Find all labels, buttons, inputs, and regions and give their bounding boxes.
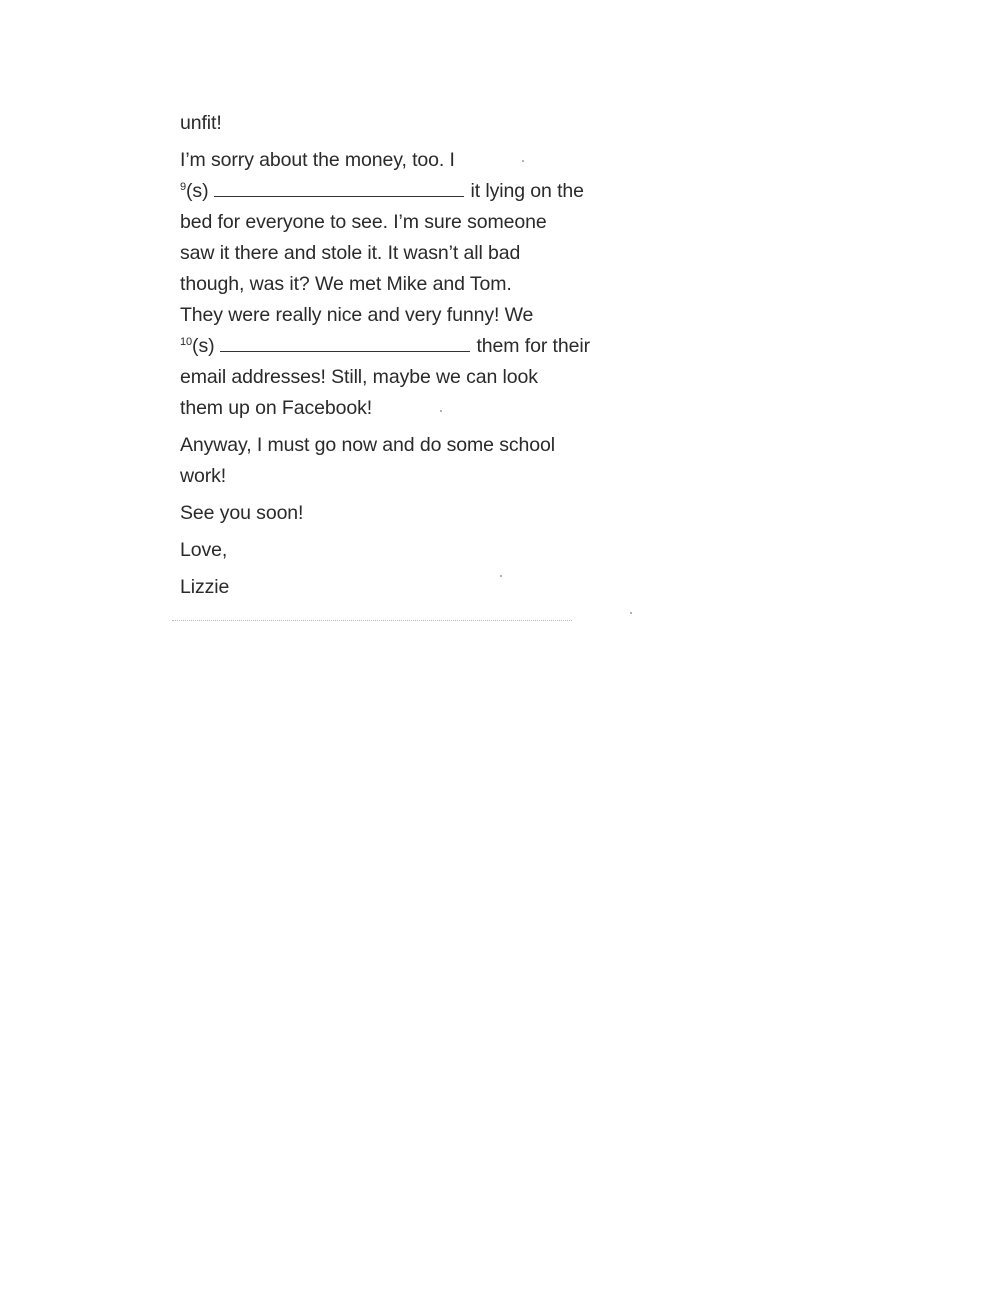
letter-line-8 xyxy=(180,331,640,362)
letter-line-10: them up on Facebook! xyxy=(180,397,373,419)
letter-line-6: though, was it? We met Mike and Tom. xyxy=(180,273,512,295)
hint-s-10: (s) xyxy=(192,335,215,357)
scan-speck xyxy=(630,612,632,614)
letter-signature: Lizzie xyxy=(180,576,230,598)
letter-line-3-end: it lying on the xyxy=(470,180,584,202)
letter-line-8-end: them for their xyxy=(476,335,590,357)
letter-line-11: Anyway, I must go now and do some school xyxy=(180,434,556,456)
scan-speck xyxy=(440,410,442,412)
letter-line-1: unfit! xyxy=(180,112,222,134)
answer-blank-10[interactable] xyxy=(220,333,470,352)
letter-line-9: email addresses! Still, maybe we can look xyxy=(180,366,538,388)
letter-line-5: saw it there and stole it. It wasn’t all bad xyxy=(180,242,521,264)
letter-body xyxy=(180,108,640,603)
letter-line-7: They were really nice and very funny! We xyxy=(180,304,534,326)
scan-speck xyxy=(500,575,502,577)
question-number-10: 10 xyxy=(180,336,193,348)
hint-s-9: (s) xyxy=(186,180,209,202)
letter-line-12: work! xyxy=(180,465,227,487)
letter-line-13: See you soon! xyxy=(180,502,304,524)
scan-speck xyxy=(522,160,524,162)
letter-line-14: Love, xyxy=(180,539,228,561)
answer-blank-9[interactable] xyxy=(214,178,464,197)
letter-line-2: I’m sorry about the money, too. I xyxy=(180,149,455,171)
question-number-9: 9 xyxy=(180,181,187,193)
letter-line-4: bed for everyone to see. I’m sure someone xyxy=(180,211,547,233)
scan-edge-line xyxy=(172,620,572,621)
letter-line-3 xyxy=(180,176,640,207)
